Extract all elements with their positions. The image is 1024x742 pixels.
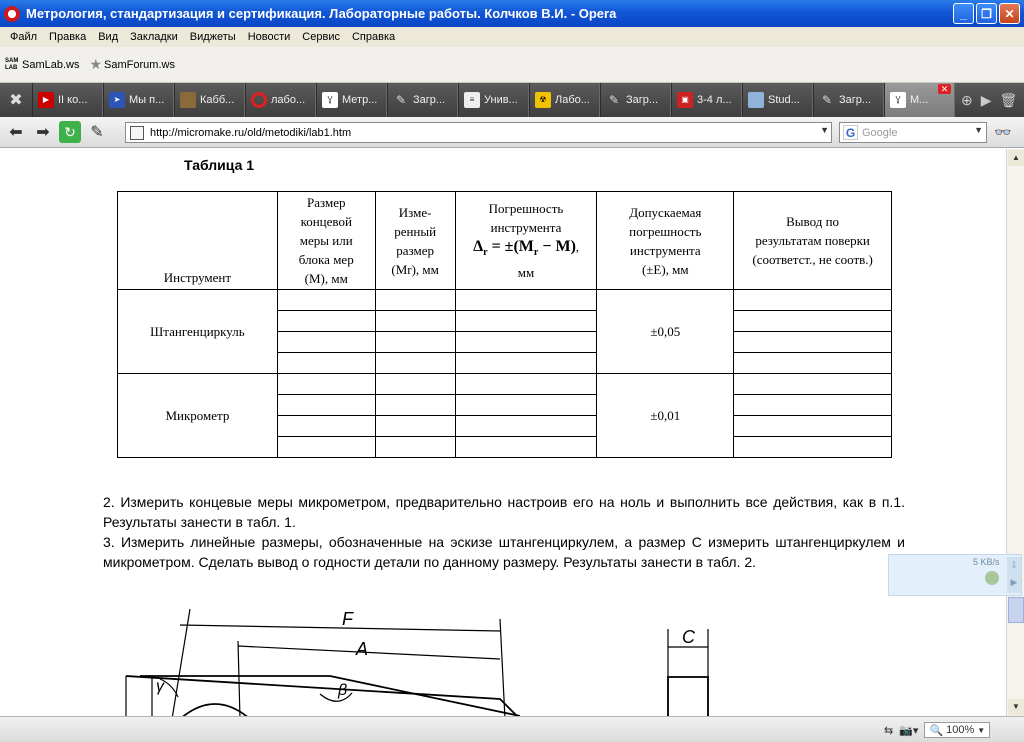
close-button[interactable]: ✕ xyxy=(999,3,1020,24)
tab-3[interactable]: Кабб... xyxy=(174,83,245,117)
menu-view[interactable]: Вид xyxy=(98,31,119,43)
table-header-row xyxy=(118,192,892,290)
table-cell xyxy=(375,311,455,332)
cell-instrument-caliper: Штангенциркуль xyxy=(118,290,278,374)
cell-tolerance-caliper: ±0,05 xyxy=(597,290,734,374)
table-cell xyxy=(734,416,892,437)
tab-12[interactable]: ✎ Загр... xyxy=(813,83,884,117)
close-tab-icon[interactable]: ✕ xyxy=(938,84,951,94)
cell-tolerance-micrometer: ±0,01 xyxy=(597,374,734,458)
table-cell xyxy=(455,332,597,353)
tab-11[interactable]: Stud... xyxy=(742,83,813,117)
table-caption: Таблица 1 xyxy=(184,157,255,173)
page-icon: Ɣ xyxy=(890,92,906,108)
url-input[interactable] xyxy=(125,122,832,143)
speed-widget[interactable] xyxy=(888,554,1022,596)
table-cell xyxy=(455,416,597,437)
menu-bar xyxy=(0,27,1024,47)
table-cell xyxy=(277,332,375,353)
widget-controls[interactable]: ⇩ ▶ xyxy=(1007,557,1021,593)
youtube-icon: ▶ xyxy=(38,92,54,108)
table-cell xyxy=(375,332,455,353)
minimize-button[interactable]: _ xyxy=(953,3,974,24)
table-cell xyxy=(375,290,455,311)
minecraft-icon xyxy=(180,92,196,108)
camera-icon[interactable]: 📷▾ xyxy=(899,724,919,737)
window-title: Метрология, стандартизация и сертификация. Лабораторные работы. Колчков В.И. - Opera xyxy=(26,6,617,21)
menu-tools[interactable]: Сервис xyxy=(302,31,340,43)
sketch-label-f: F xyxy=(342,609,353,629)
tab-4[interactable]: лабо... xyxy=(245,83,316,117)
paragraph-step-2: 2. Измерить концевые меры микрометром, предварительно настроив его на ноль и выполнить все действия, как в п.1. Результаты занести в табл. 1. xyxy=(103,494,905,530)
table-cell xyxy=(277,437,375,458)
google-icon: G xyxy=(843,125,858,140)
scroll-down-icon[interactable]: ▼ xyxy=(1008,699,1024,715)
sketch-label-a: A xyxy=(356,639,369,659)
search-icon: 🔍 xyxy=(929,724,944,737)
wrench-icon[interactable]: ✖ xyxy=(9,92,23,109)
table-cell xyxy=(455,437,597,458)
tab-extra xyxy=(961,83,1017,117)
chevron-down-icon[interactable]: ▼ xyxy=(977,725,986,735)
scroll-up-icon[interactable]: ▲ xyxy=(1008,150,1024,166)
table-cell xyxy=(734,290,892,311)
sketch-label-c: C xyxy=(682,627,695,647)
table-cell xyxy=(375,353,455,374)
table-cell xyxy=(455,374,597,395)
video-icon: ▣ xyxy=(677,92,693,108)
table-row xyxy=(118,374,892,395)
new-tab-icon[interactable]: ⊕ xyxy=(961,91,973,108)
wrench-icon: ✎ xyxy=(821,93,833,107)
bookmarks-bar xyxy=(0,47,1024,83)
url-text: http://micromake.ru/old/metodiki/lab1.htm xyxy=(150,126,352,139)
status-icons xyxy=(884,722,990,738)
trash-icon[interactable]: 🗑 xyxy=(999,91,1018,108)
table-cell xyxy=(734,437,892,458)
table-cell xyxy=(455,311,597,332)
forward-button[interactable]: ➡ xyxy=(36,124,50,141)
table-cell xyxy=(277,374,375,395)
back-button[interactable]: ⬅ xyxy=(9,124,23,141)
menu-help[interactable]: Справка xyxy=(351,31,396,43)
radiation-icon: ☢ xyxy=(535,92,551,108)
table-cell xyxy=(277,290,375,311)
edit-icon[interactable]: ✎ xyxy=(90,124,104,141)
cell-instrument-micrometer: Микрометр xyxy=(118,374,278,458)
table-cell xyxy=(277,311,375,332)
network-icon[interactable]: ⇆ xyxy=(884,724,894,737)
search-placeholder: Google xyxy=(862,126,898,139)
header-gauge-size: Размер концевой меры или блока мер (М), мм xyxy=(277,192,375,290)
tab-5[interactable]: Ɣ Метр... xyxy=(316,83,387,117)
table-cell xyxy=(455,290,597,311)
download-speed: 5 KB/s xyxy=(973,557,1000,567)
star-icon: ★ xyxy=(89,56,103,72)
title-bar xyxy=(0,0,1024,27)
opera-icon xyxy=(251,92,267,108)
table-cell xyxy=(277,395,375,416)
header-measured-size: Изме- ренный размер (Мr), мм xyxy=(375,192,455,290)
table-cell xyxy=(734,353,892,374)
wrench-icon: ✎ xyxy=(395,93,407,107)
page-icon: Ɣ xyxy=(322,92,338,108)
opera-logo-icon xyxy=(4,6,20,22)
header-conclusion: Вывод по результатам поверки (соответст., не соотв.) xyxy=(734,192,892,290)
menu-news[interactable]: Новости xyxy=(247,31,291,43)
samlab-icon: SAM LAB xyxy=(5,57,19,71)
header-instrument-error: Погрешность инструмента $\Delta_r = \pm(M_r - M)$, мм xyxy=(455,192,597,290)
sketch-label-gamma: γ xyxy=(156,678,164,695)
bookmark-label: SamForum.ws xyxy=(104,58,175,71)
window-controls xyxy=(953,3,1020,24)
table-cell xyxy=(375,416,455,437)
table-cell xyxy=(734,311,892,332)
menu-edit[interactable]: Правка xyxy=(49,31,87,43)
status-bar xyxy=(0,716,1024,742)
zoom-control[interactable] xyxy=(924,722,990,738)
table-cell xyxy=(455,395,597,416)
table-cell xyxy=(455,353,597,374)
part-sketch xyxy=(0,599,1006,716)
table-cell xyxy=(277,416,375,437)
binoculars-icon[interactable]: 👓 xyxy=(994,124,1012,140)
header-instrument: Инструмент xyxy=(118,192,278,290)
menu-file[interactable]: Файл xyxy=(10,31,38,43)
paragraph-step-3: 3. Измерить линейные размеры, обозначенные на эскизе штангенциркулем, а размер С измерить штангенциркулем и микрометром. Сделать вывод о годности детали по данному размеру. Результаты занести в табл. 2. xyxy=(103,534,905,570)
tab-10[interactable]: ▣ 3-4 л... xyxy=(671,83,742,117)
bookmark-label: SamLab.ws xyxy=(22,58,80,71)
tab-1[interactable]: ▶ II ко... xyxy=(32,83,103,117)
wrench-icon: ✎ xyxy=(608,93,620,107)
document-icon: ≡ xyxy=(464,92,480,108)
header-allowed-error: Допускаемая погрешность инструмента (±Е), мм xyxy=(597,192,734,290)
download-icon xyxy=(985,571,999,585)
table-cell xyxy=(734,374,892,395)
tab-scroll-icon[interactable]: ▶ xyxy=(980,91,992,108)
table-cell xyxy=(375,437,455,458)
cursor-icon: ➤ xyxy=(109,92,125,108)
reload-button[interactable]: ↻ xyxy=(59,121,81,143)
table-cell xyxy=(734,332,892,353)
tab-6[interactable]: ✎ Загр... xyxy=(387,83,458,117)
tab-2[interactable]: ➤ Мы п... xyxy=(103,83,174,117)
page-icon xyxy=(130,126,144,140)
vertical-scrollbar[interactable] xyxy=(1006,149,1024,716)
table-cell xyxy=(375,374,455,395)
sketch-label-beta: β xyxy=(338,682,348,699)
table-row xyxy=(118,290,892,311)
menu-bookmarks[interactable]: Закладки xyxy=(130,31,178,43)
scrollbar-thumb[interactable] xyxy=(1008,597,1024,623)
menu-widgets[interactable]: Виджеты xyxy=(189,31,236,43)
chevron-down-icon[interactable]: ▼ xyxy=(974,125,983,135)
zoom-level: 100% xyxy=(946,724,975,736)
page-content xyxy=(0,149,1006,716)
bookmark-samforum[interactable] xyxy=(89,56,174,73)
search-input[interactable] xyxy=(839,122,987,143)
measurement-table xyxy=(117,191,892,458)
table-cell xyxy=(734,395,892,416)
bookmark-samlab[interactable] xyxy=(5,58,79,72)
table-cell xyxy=(277,353,375,374)
chevron-down-icon[interactable]: ▼ xyxy=(820,125,829,135)
tab-7[interactable]: ≡ Унив... xyxy=(458,83,529,117)
tab-8[interactable]: ☢ Лабо... xyxy=(529,83,600,117)
folder-icon xyxy=(748,92,764,108)
tab-bar xyxy=(0,83,1024,117)
tab-9[interactable]: ✎ Загр... xyxy=(600,83,671,117)
address-bar xyxy=(0,117,1024,148)
maximize-button[interactable]: ❐ xyxy=(976,3,997,24)
tab-13-active[interactable]: Ɣ М... ✕ xyxy=(884,83,955,117)
table-cell xyxy=(375,395,455,416)
error-formula: $\Delta_r = \pm(M_r - M)$, xyxy=(473,238,579,259)
